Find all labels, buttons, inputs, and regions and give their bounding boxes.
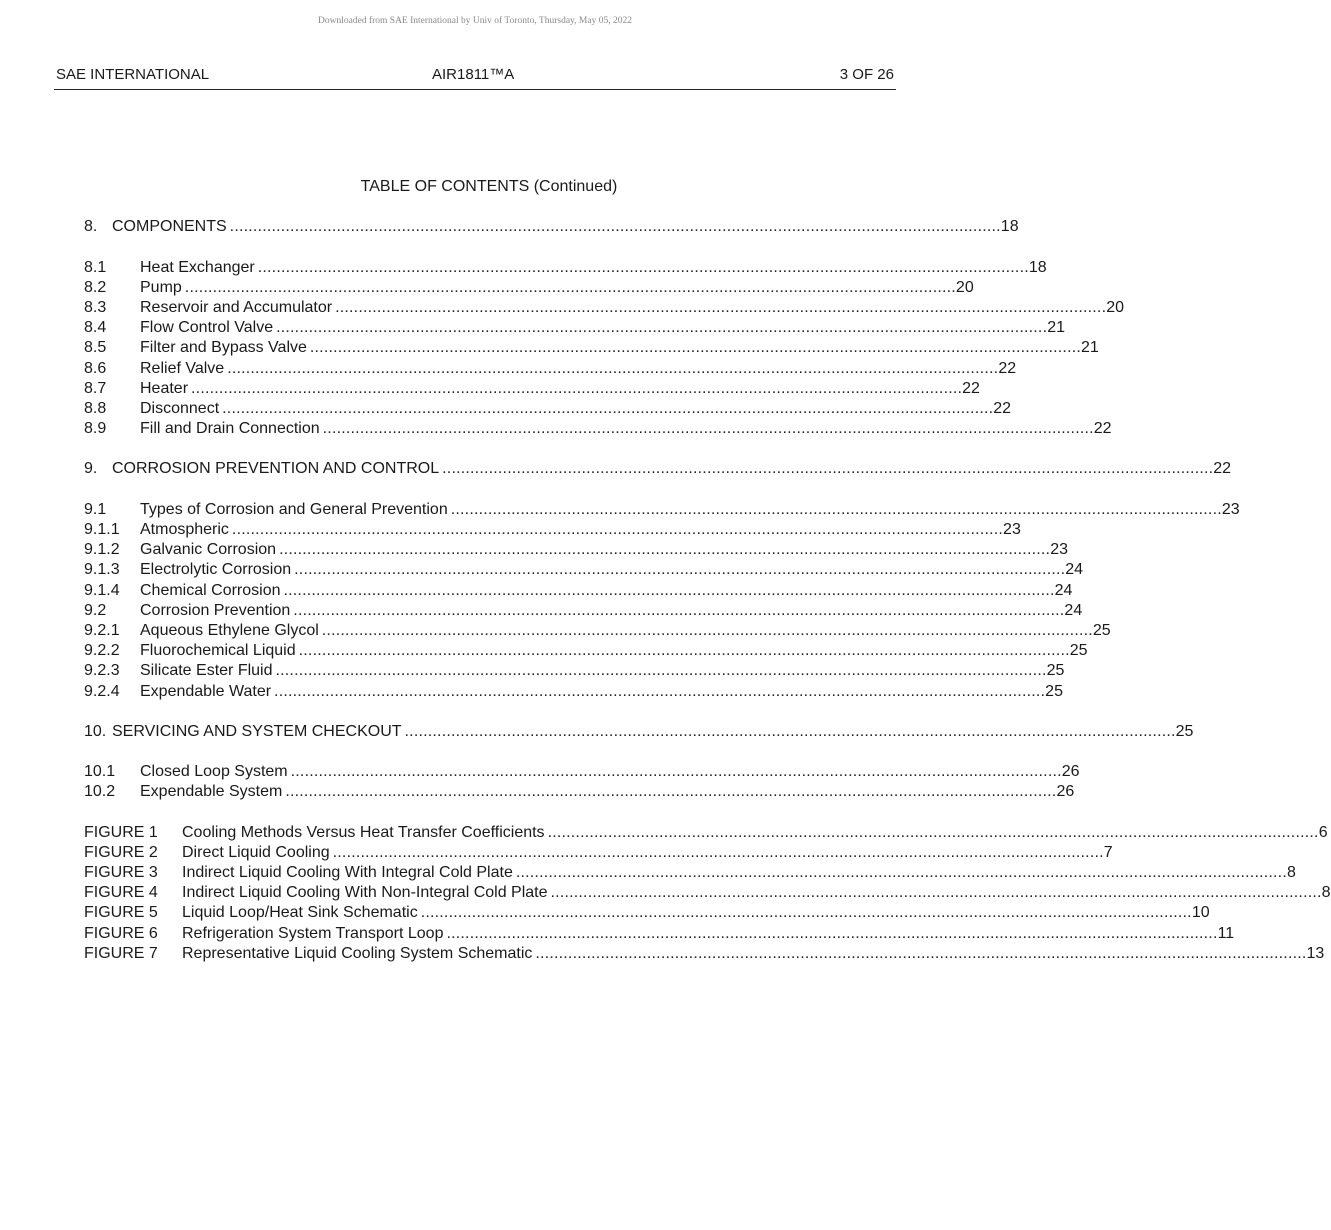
toc-entry-title: Expendable Water <box>140 683 272 700</box>
toc-number: 8.3 <box>84 299 107 316</box>
toc-entry-title: Expendable System <box>140 783 283 800</box>
toc-page: 18 <box>1028 259 1047 276</box>
toc-number: 8.6 <box>84 360 107 377</box>
toc-entry-title: Representative Liquid Cooling System Schematic <box>182 945 533 962</box>
toc-number: 9.2.2 <box>84 642 120 659</box>
header-publisher: SAE INTERNATIONAL <box>56 66 210 83</box>
leader-dots: ...................................................................................................................................................................... <box>442 460 1214 477</box>
leader-dots: ...................................................................................................................................................................... <box>290 763 1062 780</box>
toc-number: 9. <box>84 460 98 477</box>
toc-page: 24 <box>1054 582 1073 599</box>
toc-section-10[interactable] <box>84 722 1194 742</box>
toc-entry-title: Silicate Ester Fluid <box>140 662 273 679</box>
leader-dots: ...................................................................................................................................................................... <box>550 884 1322 901</box>
leader-dots: ...................................................................................................................................................................... <box>515 864 1287 881</box>
leader-dots: ...................................................................................................................................................................... <box>309 339 1082 356</box>
leader-dots: ...................................................................................................................................................................... <box>446 925 1218 942</box>
toc-number: 8.5 <box>84 339 107 356</box>
toc-entry[interactable] <box>84 258 1047 278</box>
toc-entry[interactable] <box>84 581 1073 601</box>
toc-entry-title: Corrosion Prevention <box>140 602 291 619</box>
toc-page: 25 <box>1046 662 1065 679</box>
toc-entry[interactable] <box>84 399 1012 419</box>
toc-page: 22 <box>962 380 980 397</box>
toc-figure-entry[interactable] <box>84 944 1325 964</box>
figure-number: FIGURE 3 <box>84 864 158 881</box>
leader-dots: ...................................................................................................................................................................... <box>257 259 1029 276</box>
toc-entry-title: Galvanic Corrosion <box>140 541 277 558</box>
toc-entry-title: COMPONENTS <box>112 218 227 235</box>
toc-page: 22 <box>1093 420 1112 437</box>
leader-dots: ...................................................................................................................................................................... <box>222 400 994 417</box>
leader-dots: ...................................................................................................................................................................... <box>535 945 1307 962</box>
leader-dots: ...................................................................................................................................................................... <box>191 380 963 397</box>
toc-entry[interactable] <box>84 601 1083 621</box>
toc-number: 10.1 <box>84 763 116 780</box>
toc-entry[interactable] <box>84 682 1063 702</box>
toc-number: 8.2 <box>84 279 107 296</box>
toc-entry[interactable] <box>84 560 1084 580</box>
toc-entry-title: Cooling Methods Versus Heat Transfer Coefficients <box>182 824 545 841</box>
figure-number: FIGURE 6 <box>84 925 158 942</box>
leader-dots: ...................................................................................................................................................................... <box>298 642 1070 659</box>
toc-page: 25 <box>1045 683 1063 700</box>
leader-dots: ...................................................................................................................................................................... <box>293 602 1065 619</box>
header-divider <box>54 89 896 90</box>
toc-entry[interactable] <box>84 782 1075 802</box>
toc-entry[interactable] <box>84 419 1112 439</box>
toc-page: 24 <box>1065 561 1084 578</box>
toc-entry-title: Types of Corrosion and General Prevention <box>140 501 448 518</box>
toc-entry-title: Electrolytic Corrosion <box>140 561 292 578</box>
toc-section-9[interactable] <box>84 459 1232 479</box>
leader-dots: ...................................................................................................................................................................... <box>283 582 1055 599</box>
figure-number: FIGURE 4 <box>84 884 158 901</box>
toc-entry-title: Closed Loop System <box>140 763 288 780</box>
toc-entry-title: Aqueous Ethylene Glycol <box>140 622 319 639</box>
toc-entry-title: Fluorochemical Liquid <box>140 642 296 659</box>
toc-page: 23 <box>1003 521 1021 538</box>
toc-entry-title: Liquid Loop/Heat Sink Schematic <box>182 904 418 921</box>
toc-figure-entry[interactable] <box>84 903 1210 923</box>
toc-entry-title: Disconnect <box>140 400 220 417</box>
toc-number: 9.1 <box>84 501 107 518</box>
toc-entry[interactable] <box>84 338 1099 358</box>
toc-entry-title: Filter and Bypass Valve <box>140 339 307 356</box>
toc-entry[interactable] <box>84 278 974 298</box>
toc-entry[interactable] <box>84 540 1068 560</box>
toc-entry[interactable] <box>84 500 1240 520</box>
toc-figure-entry[interactable] <box>84 863 1296 883</box>
figure-number: FIGURE 5 <box>84 904 158 921</box>
toc-page: 26 <box>1056 783 1075 800</box>
toc-figure-entry[interactable] <box>84 924 1235 944</box>
toc-entry-title: Direct Liquid Cooling <box>182 844 330 861</box>
toc-entry-title: Refrigeration System Transport Loop <box>182 925 444 942</box>
toc-entry[interactable] <box>84 661 1065 681</box>
figure-number: FIGURE 7 <box>84 945 158 962</box>
toc-page: 25 <box>1092 622 1111 639</box>
toc-page: 22 <box>998 360 1017 377</box>
toc-page: 24 <box>1064 602 1083 619</box>
leader-dots: ...................................................................................................................................................................... <box>420 904 1192 921</box>
toc-number: 8.4 <box>84 319 107 336</box>
toc-page: 18 <box>1000 218 1019 235</box>
leader-dots: ...................................................................................................................................................................... <box>231 521 1004 538</box>
toc-entry-title: Atmospheric <box>140 521 229 538</box>
header-page-number: 3 OF 26 <box>839 66 894 83</box>
page-header <box>56 66 894 88</box>
toc-entry-title: Heat Exchanger <box>140 259 255 276</box>
toc-entry-title: CORROSION PREVENTION AND CONTROL <box>112 460 440 477</box>
leader-dots: ...................................................................................................................................................................... <box>321 622 1093 639</box>
toc-entry[interactable] <box>84 318 1066 338</box>
toc-number: 8.7 <box>84 380 107 397</box>
leader-dots: ...................................................................................................................................................................... <box>294 561 1066 578</box>
toc-number: 9.2 <box>84 602 107 619</box>
leader-dots: ...................................................................................................................................................................... <box>335 299 1107 316</box>
toc-entry[interactable] <box>84 641 1088 661</box>
leader-dots: ...................................................................................................................................................................... <box>332 844 1104 861</box>
toc-entry[interactable] <box>84 359 1017 379</box>
toc-page: 22 <box>993 400 1012 417</box>
toc-page: 21 <box>1081 339 1099 356</box>
toc-entry-title: SERVICING AND SYSTEM CHECKOUT <box>112 723 402 740</box>
toc-number: 9.1.1 <box>84 521 120 538</box>
leader-dots: ...................................................................................................................................................................... <box>279 541 1051 558</box>
toc-entry[interactable] <box>84 520 1021 540</box>
toc-page: 23 <box>1050 541 1068 558</box>
toc-page: 7 <box>1103 844 1113 861</box>
leader-dots: ...................................................................................................................................................................... <box>229 218 1001 235</box>
toc-page: 6 <box>1318 824 1328 841</box>
toc-number: 9.1.3 <box>84 561 120 578</box>
toc-page: 23 <box>1221 501 1240 518</box>
figure-number: FIGURE 2 <box>84 844 158 861</box>
toc-number: 10.2 <box>84 783 116 800</box>
toc-number: 8. <box>84 218 98 235</box>
toc-entry-title: Chemical Corrosion <box>140 582 281 599</box>
toc-entry-title: Reservoir and Accumulator <box>140 299 333 316</box>
toc-number: 9.2.3 <box>84 662 120 679</box>
toc-entry-title: Flow Control Valve <box>140 319 274 336</box>
toc-title: TABLE OF CONTENTS (Continued) <box>360 178 618 195</box>
leader-dots: ...................................................................................................................................................................... <box>276 319 1048 336</box>
toc-entry-title: Pump <box>140 279 182 296</box>
toc-page: 8 <box>1321 884 1331 901</box>
toc-figure-entry[interactable] <box>84 823 1328 843</box>
header-document-id: AIR1811™A <box>432 66 515 83</box>
toc-entry[interactable] <box>84 298 1125 318</box>
toc-page: 21 <box>1047 319 1066 336</box>
toc-entry[interactable] <box>84 379 980 399</box>
toc-page: 25 <box>1175 723 1194 740</box>
leader-dots: ...................................................................................................................................................................... <box>274 683 1046 700</box>
toc-number: 8.9 <box>84 420 107 437</box>
toc-entry-title: Relief Valve <box>140 360 225 377</box>
toc-figure-entry[interactable] <box>84 843 1113 863</box>
toc-page: 8 <box>1286 864 1296 881</box>
leader-dots: ...................................................................................................................................................................... <box>285 783 1057 800</box>
leader-dots: ...................................................................................................................................................................... <box>404 723 1176 740</box>
toc-entry[interactable] <box>84 621 1111 641</box>
leader-dots: ...................................................................................................................................................................... <box>184 279 956 296</box>
toc-number: 10. <box>84 723 107 740</box>
toc-entry-title: Fill and Drain Connection <box>140 420 320 437</box>
leader-dots: ...................................................................................................................................................................... <box>450 501 1222 518</box>
toc-entry-title: Indirect Liquid Cooling With Non-Integral Cold Plate <box>182 884 548 901</box>
toc-number: 9.1.2 <box>84 541 120 558</box>
toc-page: 11 <box>1217 925 1235 942</box>
toc-page: 10 <box>1191 904 1210 921</box>
leader-dots: ...................................................................................................................................................................... <box>547 824 1319 841</box>
toc-number: 9.2.4 <box>84 683 120 700</box>
toc-number: 9.1.4 <box>84 582 120 599</box>
toc-entry-title: Heater <box>140 380 189 397</box>
toc-figure-entry[interactable] <box>84 883 1331 903</box>
download-watermark: Downloaded from SAE International by Univ of Toronto, Thursday, May 05, 2022 <box>318 16 632 26</box>
toc-number: 8.8 <box>84 400 107 417</box>
figure-number: FIGURE 1 <box>84 824 158 841</box>
toc-entry-title: Indirect Liquid Cooling With Integral Cold Plate <box>182 864 513 881</box>
leader-dots: ...................................................................................................................................................................... <box>322 420 1094 437</box>
toc-page: 20 <box>955 279 974 296</box>
toc-number: 8.1 <box>84 259 107 276</box>
leader-dots: ...................................................................................................................................................................... <box>227 360 999 377</box>
toc-entry[interactable] <box>84 762 1080 782</box>
toc-page: 13 <box>1306 945 1325 962</box>
toc-page: 25 <box>1069 642 1088 659</box>
toc-page: 26 <box>1061 763 1080 780</box>
toc-number: 9.2.1 <box>84 622 120 639</box>
toc-page: 20 <box>1106 299 1125 316</box>
toc-section-8[interactable] <box>84 217 1019 237</box>
toc-page: 22 <box>1213 460 1232 477</box>
leader-dots: ...................................................................................................................................................................... <box>275 662 1047 679</box>
